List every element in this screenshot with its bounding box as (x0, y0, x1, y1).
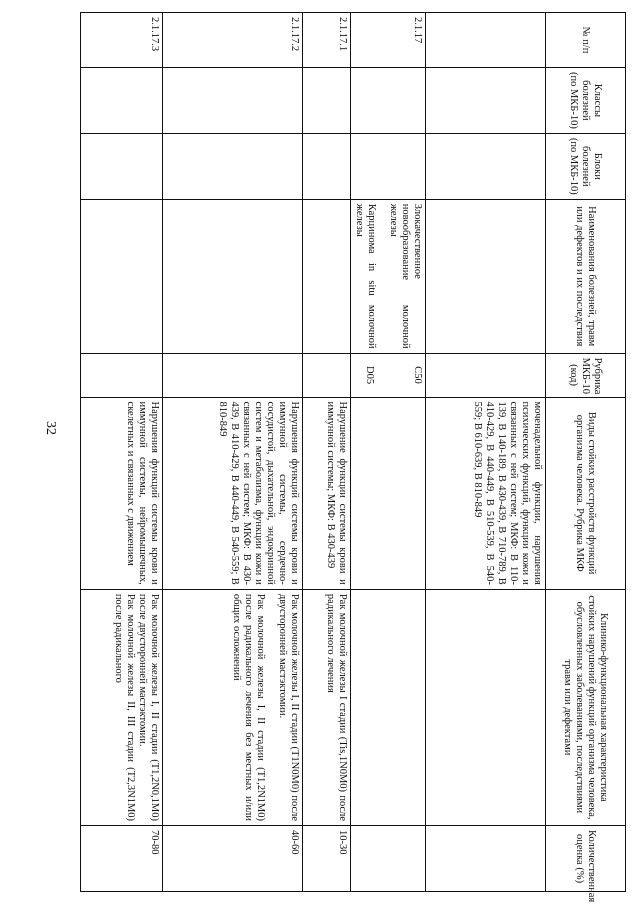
header-clinical-char: Клинико-функциональная характеристика стойких нарушений функций организма человека, обусловленных заболеваниями, последствиями травм или дефектами (546, 589, 626, 825)
header-disease-name: Наименования болезней, травм или дефектов и их последствия (546, 199, 626, 353)
clinical-char-2: Рак молочной железы I, II стадии (T1,2N1M0) после радикального лечения без местных и/или общих осложнений (231, 593, 266, 822)
cell-disease-name (351, 199, 426, 353)
table-row (303, 13, 351, 892)
clinical-char-2: Рак молочной железы II, III стадии (T2,3N1M0) после радикального (113, 593, 136, 822)
cell-num: 2.1.17 (351, 13, 426, 68)
cell-num: 2.1.17.3 (81, 13, 163, 68)
cell-num: 2.1.17.2 (163, 13, 303, 68)
icd-code-1: C50 (412, 366, 423, 384)
header-disorder-kind: Виды стойких расстройств функций организма человека. Рубрика МКФ (546, 397, 626, 589)
cell-kind-continued: моченадельной функции, нарушения психических функций, функции кожи и связанных с ней систем; МКФ: B 110-139, B 140-189, B 430-439, B 710-789, B 410-429, B 440-449, B 510-539, B 540-559; B 610-639, B 810-849 (426, 397, 546, 589)
rotated-table-container (86, 12, 626, 903)
cell-percent: 10-30 (303, 826, 351, 892)
cell-clinical-char (163, 589, 303, 825)
cell-icd-code (351, 353, 426, 397)
table-row (351, 13, 426, 892)
cell-disorder-kind: Нарушения функций системы крови и иммунной системы, нейромышечных, скелетных и связанных с движением (81, 397, 163, 589)
header-percent: Количественная оценка (%) (546, 826, 626, 892)
cell-num: 2.1.17.1 (303, 13, 351, 68)
cell-disorder-kind: Нарушения функций системы крови и иммунной системы, сердечно-сосудистой, дыхательной, эндокринной систем и метаболизма, функции кожи и связанных с ней систем; МКФ: B 430-439, B 410-429, B 440-449, B 540-559; B 810-849 (163, 397, 303, 589)
header-classes: Классы болезней (по МКБ-10) (546, 67, 626, 133)
cell-disorder-kind: Нарушение функции системы крови и иммунной системы; МКФ: B 430-439 (303, 397, 351, 589)
header-icd-code: Рубрика МКБ-10 (код) (546, 353, 626, 397)
cell-percent: 40-60 (163, 826, 303, 892)
disease-name-2: Карцинома in situ молочной железы (354, 203, 377, 349)
header-num: № п/п (546, 13, 626, 68)
cell-clinical-char: Рак молочной железы I стадии (Tis,1N0M0) после радикального лечения (303, 589, 351, 825)
header-row (546, 13, 626, 892)
icd-code-2: D05 (364, 366, 375, 385)
table-row (163, 13, 303, 892)
clinical-char-1: Рак молочной железы I, II стадии (T1,2N0,1M0) после двусторонней мастэктомии. (137, 593, 160, 822)
disability-criteria-table (80, 12, 626, 903)
table-row (426, 13, 546, 892)
header-blocks: Блоки болезней (по МКБ-10) (546, 133, 626, 199)
cell-clinical-char (81, 589, 163, 825)
clinical-char-1: Рак молочной железы I, II стадии (T1N0M0) после двусторонней мастэктомии. (277, 593, 300, 822)
page-number: 32 (43, 421, 58, 435)
table-row (81, 13, 163, 892)
cell-percent: 70-80 (81, 826, 163, 892)
disease-name-1: Злокачественное новообразование молочной железы (388, 203, 423, 349)
